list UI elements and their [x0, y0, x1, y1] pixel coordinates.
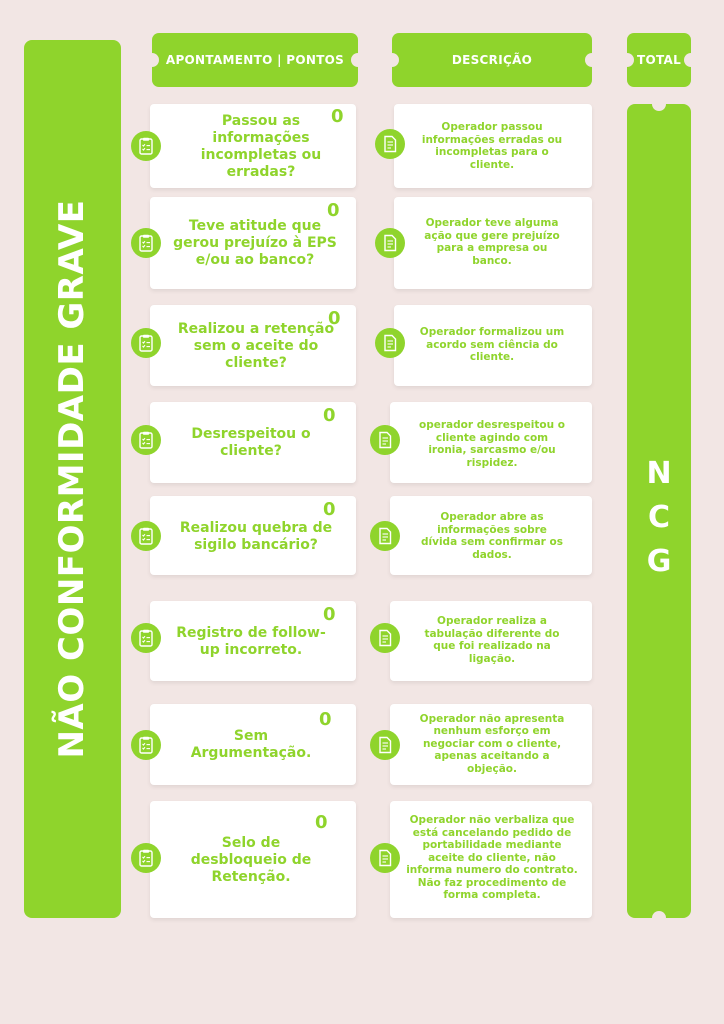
question-text: Realizou quebra de sigilo bancário?: [179, 520, 333, 553]
side-category-label: NÃO CONFORMIDADE GRAVE: [52, 199, 92, 759]
clipboard-checklist-icon: [131, 425, 161, 455]
clipboard-checklist-icon: [131, 521, 161, 551]
clipboard-checklist-icon: [131, 328, 161, 358]
description-text: Operador formalizou um acordo sem ciência do cliente.: [419, 326, 565, 364]
description-text: Operador teve alguma ação que gere prejuízo para a empresa ou banco.: [424, 217, 560, 267]
description-text: Operador não apresenta nenhum esforço em negociar com o cliente, apenas aceitando a objeção.: [419, 712, 565, 775]
question-text: Passou as informações incompletas ou erradas?: [200, 113, 322, 180]
clipboard-checklist-icon: [131, 730, 161, 760]
document-icon: [370, 425, 400, 455]
header-notch: [684, 53, 698, 67]
header-notch: [351, 53, 365, 67]
total-letter: N: [646, 456, 672, 491]
description-text: Operador realiza a tabulação diferente do que foi realizado na ligação.: [424, 615, 560, 665]
question-text: Registro de follow-up incorreto.: [176, 625, 326, 658]
header-notch: [385, 53, 399, 67]
total-letter: G: [646, 544, 672, 579]
document-icon: [370, 843, 400, 873]
total-notch: [652, 911, 666, 925]
description-text: Operador abre as informações sobre dívida sem confirmar os dados.: [421, 511, 563, 561]
question-text: Realizou a retenção sem o aceite do cliente?: [177, 320, 335, 371]
document-icon: [370, 521, 400, 551]
question-text: Desrespeitou o cliente?: [191, 426, 311, 459]
question-text: Selo de desbloqueio de Retenção.: [190, 834, 312, 885]
clipboard-checklist-icon: [131, 843, 161, 873]
clipboard-checklist-icon: [131, 228, 161, 258]
points-value: 0: [331, 106, 344, 127]
total-letter: C: [647, 500, 671, 535]
description-text: Operador passou informações erradas ou incompletas para o cliente.: [421, 121, 563, 171]
description-text: Operador não verbaliza que está cancelando pedido de portabilidade mediante aceite do cliente, não informa numero do contrato. Não faz procedimento de forma completa.: [406, 814, 578, 902]
clipboard-checklist-icon: [131, 623, 161, 653]
header-total: TOTAL: [627, 33, 691, 87]
points-value: 0: [315, 812, 328, 833]
total-notch: [652, 97, 666, 111]
header-notch: [620, 53, 634, 67]
points-value: 0: [323, 604, 336, 625]
document-icon: [370, 730, 400, 760]
document-icon: [370, 623, 400, 653]
points-value: 0: [323, 405, 336, 426]
header-descricao: DESCRIÇÃO: [392, 33, 592, 87]
points-value: 0: [327, 200, 340, 221]
question-text: Sem Argumentação.: [190, 728, 312, 761]
document-icon: [375, 129, 405, 159]
header-notch: [585, 53, 599, 67]
clipboard-checklist-icon: [131, 131, 161, 161]
header-apontamento: APONTAMENTO | PONTOS: [152, 33, 358, 87]
document-icon: [375, 328, 405, 358]
total-value: [627, 452, 691, 584]
description-text: operador desrespeitou o cliente agindo com ironia, sarcasmo e/ou rispidez.: [419, 419, 565, 469]
question-text: Teve atitude que gerou prejuízo à EPS e/ou ao banco?: [173, 217, 337, 268]
document-icon: [375, 228, 405, 258]
points-value: 0: [328, 308, 341, 329]
points-value: 0: [323, 499, 336, 520]
header-notch: [145, 53, 159, 67]
points-value: 0: [319, 709, 332, 730]
